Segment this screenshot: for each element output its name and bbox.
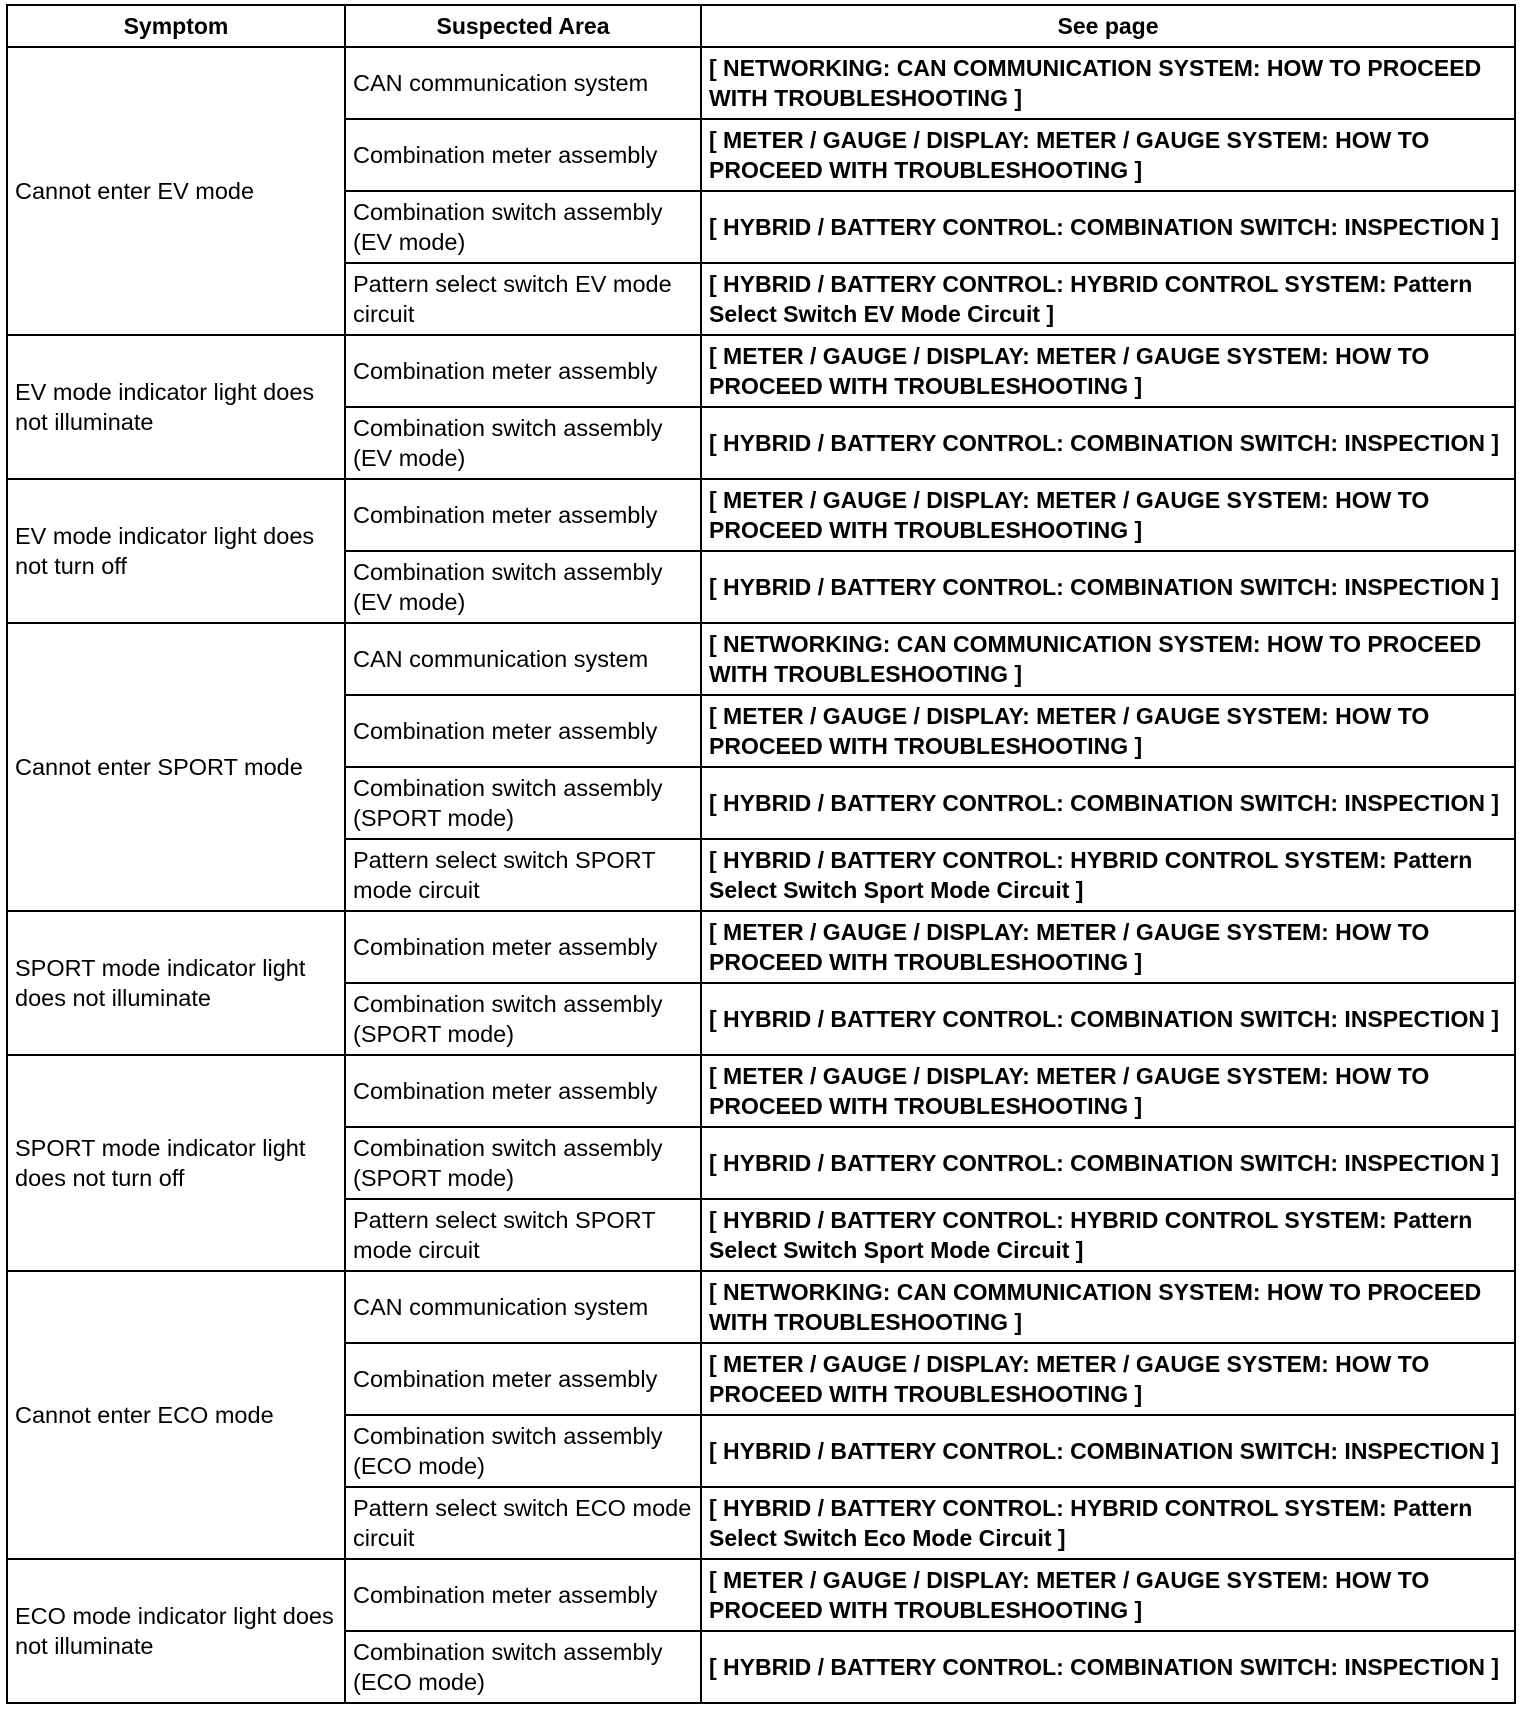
table-row xyxy=(7,335,1515,407)
symptom-cell: EV mode indicator light does not turn off xyxy=(7,479,345,623)
see-page-link[interactable]: [ HYBRID / BATTERY CONTROL: HYBRID CONTROL SYSTEM: Pattern Select Switch Sport Mode Circuit ] xyxy=(701,839,1515,911)
suspected-area-cell: Combination meter assembly xyxy=(345,1055,701,1127)
suspected-area-cell: CAN communication system xyxy=(345,1271,701,1343)
see-page-link[interactable]: [ NETWORKING: CAN COMMUNICATION SYSTEM: HOW TO PROCEED WITH TROUBLESHOOTING ] xyxy=(701,1271,1515,1343)
see-page-link[interactable]: [ HYBRID / BATTERY CONTROL: COMBINATION SWITCH: INSPECTION ] xyxy=(701,551,1515,623)
see-page-link[interactable]: [ HYBRID / BATTERY CONTROL: COMBINATION SWITCH: INSPECTION ] xyxy=(701,1415,1515,1487)
see-page-link[interactable]: [ HYBRID / BATTERY CONTROL: COMBINATION SWITCH: INSPECTION ] xyxy=(701,1127,1515,1199)
symptom-cell: ECO mode indicator light does not illuminate xyxy=(7,1559,345,1703)
table-row xyxy=(7,47,1515,119)
suspected-area-cell: Combination meter assembly xyxy=(345,1559,701,1631)
see-page-link[interactable]: [ METER / GAUGE / DISPLAY: METER / GAUGE SYSTEM: HOW TO PROCEED WITH TROUBLESHOOTING ] xyxy=(701,1559,1515,1631)
see-page-link[interactable]: [ NETWORKING: CAN COMMUNICATION SYSTEM: HOW TO PROCEED WITH TROUBLESHOOTING ] xyxy=(701,47,1515,119)
see-page-link[interactable]: [ HYBRID / BATTERY CONTROL: HYBRID CONTROL SYSTEM: Pattern Select Switch EV Mode Circuit ] xyxy=(701,263,1515,335)
see-page-link[interactable]: [ METER / GAUGE / DISPLAY: METER / GAUGE SYSTEM: HOW TO PROCEED WITH TROUBLESHOOTING ] xyxy=(701,1055,1515,1127)
suspected-area-cell: Pattern select switch SPORT mode circuit xyxy=(345,839,701,911)
table-row xyxy=(7,1055,1515,1127)
troubleshooting-table xyxy=(6,4,1516,1704)
see-page-link[interactable]: [ HYBRID / BATTERY CONTROL: HYBRID CONTROL SYSTEM: Pattern Select Switch Eco Mode Circuit ] xyxy=(701,1487,1515,1559)
suspected-area-cell: CAN communication system xyxy=(345,623,701,695)
table-header-row xyxy=(7,5,1515,47)
table-row xyxy=(7,911,1515,983)
table-row xyxy=(7,623,1515,695)
table-row xyxy=(7,1271,1515,1343)
table-body xyxy=(7,47,1515,1703)
suspected-area-cell: Combination meter assembly xyxy=(345,1343,701,1415)
suspected-area-cell: Pattern select switch EV mode circuit xyxy=(345,263,701,335)
suspected-area-cell: Pattern select switch ECO mode circuit xyxy=(345,1487,701,1559)
see-page-link[interactable]: [ HYBRID / BATTERY CONTROL: COMBINATION SWITCH: INSPECTION ] xyxy=(701,767,1515,839)
suspected-area-cell: Combination meter assembly xyxy=(345,335,701,407)
header-suspected-area: Suspected Area xyxy=(345,5,701,47)
suspected-area-cell: Combination switch assembly (SPORT mode) xyxy=(345,767,701,839)
suspected-area-cell: Combination switch assembly (ECO mode) xyxy=(345,1415,701,1487)
symptom-cell: Cannot enter ECO mode xyxy=(7,1271,345,1559)
see-page-link[interactable]: [ HYBRID / BATTERY CONTROL: COMBINATION SWITCH: INSPECTION ] xyxy=(701,983,1515,1055)
see-page-link[interactable]: [ NETWORKING: CAN COMMUNICATION SYSTEM: HOW TO PROCEED WITH TROUBLESHOOTING ] xyxy=(701,623,1515,695)
suspected-area-cell: Combination meter assembly xyxy=(345,911,701,983)
suspected-area-cell: Combination switch assembly (EV mode) xyxy=(345,551,701,623)
see-page-link[interactable]: [ METER / GAUGE / DISPLAY: METER / GAUGE SYSTEM: HOW TO PROCEED WITH TROUBLESHOOTING ] xyxy=(701,695,1515,767)
see-page-link[interactable]: [ METER / GAUGE / DISPLAY: METER / GAUGE SYSTEM: HOW TO PROCEED WITH TROUBLESHOOTING ] xyxy=(701,479,1515,551)
see-page-link[interactable]: [ METER / GAUGE / DISPLAY: METER / GAUGE SYSTEM: HOW TO PROCEED WITH TROUBLESHOOTING ] xyxy=(701,119,1515,191)
suspected-area-cell: Pattern select switch SPORT mode circuit xyxy=(345,1199,701,1271)
table-row xyxy=(7,479,1515,551)
see-page-link[interactable]: [ HYBRID / BATTERY CONTROL: COMBINATION SWITCH: INSPECTION ] xyxy=(701,191,1515,263)
header-symptom: Symptom xyxy=(7,5,345,47)
troubleshooting-table-wrapper xyxy=(6,4,1516,1704)
suspected-area-cell: Combination switch assembly (ECO mode) xyxy=(345,1631,701,1703)
suspected-area-cell: Combination switch assembly (EV mode) xyxy=(345,407,701,479)
see-page-link[interactable]: [ METER / GAUGE / DISPLAY: METER / GAUGE SYSTEM: HOW TO PROCEED WITH TROUBLESHOOTING ] xyxy=(701,335,1515,407)
suspected-area-cell: Combination switch assembly (EV mode) xyxy=(345,191,701,263)
header-see-page: See page xyxy=(701,5,1515,47)
suspected-area-cell: Combination meter assembly xyxy=(345,119,701,191)
see-page-link[interactable]: [ HYBRID / BATTERY CONTROL: COMBINATION SWITCH: INSPECTION ] xyxy=(701,407,1515,479)
symptom-cell: Cannot enter EV mode xyxy=(7,47,345,335)
symptom-cell: EV mode indicator light does not illuminate xyxy=(7,335,345,479)
suspected-area-cell: Combination meter assembly xyxy=(345,695,701,767)
table-row xyxy=(7,1559,1515,1631)
suspected-area-cell: CAN communication system xyxy=(345,47,701,119)
symptom-cell: SPORT mode indicator light does not illuminate xyxy=(7,911,345,1055)
suspected-area-cell: Combination switch assembly (SPORT mode) xyxy=(345,983,701,1055)
see-page-link[interactable]: [ HYBRID / BATTERY CONTROL: COMBINATION SWITCH: INSPECTION ] xyxy=(701,1631,1515,1703)
see-page-link[interactable]: [ METER / GAUGE / DISPLAY: METER / GAUGE SYSTEM: HOW TO PROCEED WITH TROUBLESHOOTING ] xyxy=(701,911,1515,983)
suspected-area-cell: Combination switch assembly (SPORT mode) xyxy=(345,1127,701,1199)
symptom-cell: SPORT mode indicator light does not turn off xyxy=(7,1055,345,1271)
see-page-link[interactable]: [ METER / GAUGE / DISPLAY: METER / GAUGE SYSTEM: HOW TO PROCEED WITH TROUBLESHOOTING ] xyxy=(701,1343,1515,1415)
see-page-link[interactable]: [ HYBRID / BATTERY CONTROL: HYBRID CONTROL SYSTEM: Pattern Select Switch Sport Mode Circuit ] xyxy=(701,1199,1515,1271)
symptom-cell: Cannot enter SPORT mode xyxy=(7,623,345,911)
suspected-area-cell: Combination meter assembly xyxy=(345,479,701,551)
